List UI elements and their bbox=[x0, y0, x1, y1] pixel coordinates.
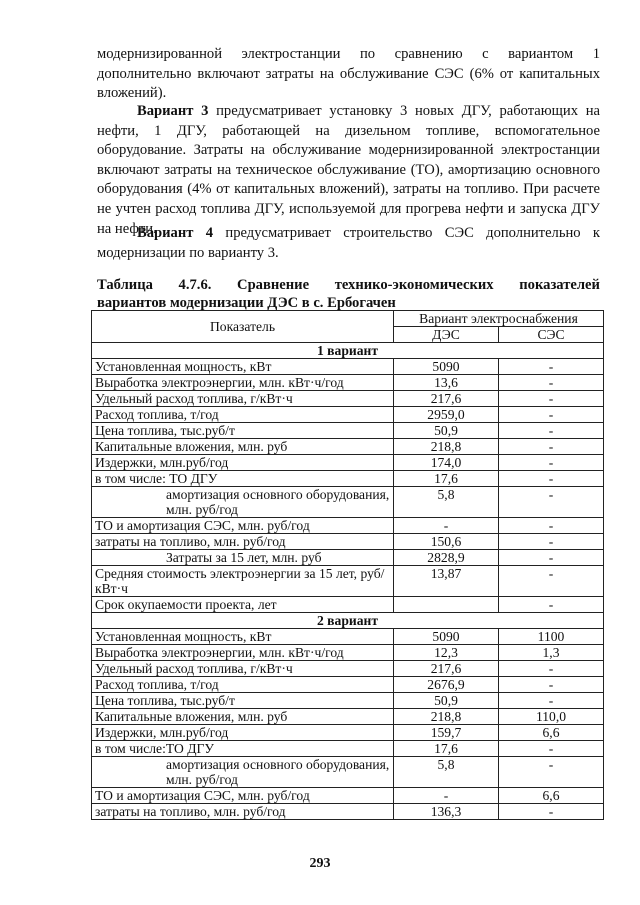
caption-word: Таблица bbox=[97, 277, 153, 293]
table-row bbox=[92, 423, 604, 439]
row-label: Цена топлива, тыс.руб/т bbox=[92, 423, 394, 439]
value-ses: 6,6 bbox=[499, 725, 604, 741]
value-ses: - bbox=[499, 471, 604, 487]
value-ses: - bbox=[499, 455, 604, 471]
value-ses: - bbox=[499, 439, 604, 455]
value-des bbox=[394, 597, 499, 613]
table-row bbox=[92, 375, 604, 391]
value-des: 17,6 bbox=[394, 741, 499, 757]
row-label: Цена топлива, тыс.руб/т bbox=[92, 693, 394, 709]
variant-3-label: Вариант 3 bbox=[137, 103, 209, 119]
table-row bbox=[92, 629, 604, 645]
row-label: затраты на топливо, млн. руб/год bbox=[92, 804, 394, 820]
table-row bbox=[92, 455, 604, 471]
row-label: Удельный расход топлива, г/кВт·ч bbox=[92, 391, 394, 407]
value-des: 2828,9 bbox=[394, 550, 499, 566]
paragraph-variant-4 bbox=[97, 224, 600, 263]
row-label: ТО и амортизация СЭС, млн. руб/год bbox=[92, 518, 394, 534]
header-supply-variant: Вариант электроснабжения bbox=[394, 311, 604, 327]
paragraph-continuation: модернизированной электростанции по сравнению с вариантом 1 дополнительно включают затраты на обслуживание СЭС (6% от капитальных вложений). bbox=[97, 46, 600, 102]
row-label: Издержки, млн.руб/год bbox=[92, 455, 394, 471]
value-des: 217,6 bbox=[394, 391, 499, 407]
variant-4-text: предусматривает строительство СЭС дополнительно к модернизации по варианту 3. bbox=[97, 225, 601, 261]
row-label: амортизация основного оборудования, млн. руб/год bbox=[92, 487, 394, 518]
table-row bbox=[92, 391, 604, 407]
row-label: Расход топлива, т/год bbox=[92, 677, 394, 693]
row-label: Издержки, млн.руб/год bbox=[92, 725, 394, 741]
value-des: 217,6 bbox=[394, 661, 499, 677]
value-ses: - bbox=[499, 407, 604, 423]
value-ses: - bbox=[499, 741, 604, 757]
caption-word: Сравнение bbox=[237, 277, 310, 293]
header-indicator: Показатель bbox=[92, 311, 394, 343]
value-ses: 1,3 bbox=[499, 645, 604, 661]
variant-3-text: предусматривает установку 3 новых ДГУ, работающих на нефти, 1 ДГУ, работающей на дизельном топливе, вспомогательное оборудование. Затраты на обслуживание модернизированной электростанции включают затраты на техническое обслуживание (ТО), амортизацию основного оборудования (4% от капитальных вложений), затраты на топливо. При расчете не учтен расход топлива ДГУ, используемой для прогрева нефти и запуска ДГУ на нефти. bbox=[97, 103, 600, 237]
table-row bbox=[92, 518, 604, 534]
section-label: 1 вариант bbox=[92, 343, 604, 359]
value-des: 5090 bbox=[394, 359, 499, 375]
table-body bbox=[92, 343, 604, 820]
table-row bbox=[92, 804, 604, 820]
value-ses: - bbox=[499, 534, 604, 550]
value-des: 2676,9 bbox=[394, 677, 499, 693]
table-row bbox=[92, 709, 604, 725]
value-ses: - bbox=[499, 693, 604, 709]
value-ses: 6,6 bbox=[499, 788, 604, 804]
caption-word: показателей bbox=[519, 277, 600, 293]
value-ses: - bbox=[499, 597, 604, 613]
table-row bbox=[92, 741, 604, 757]
value-ses: - bbox=[499, 518, 604, 534]
value-des: - bbox=[394, 518, 499, 534]
value-des: 5,8 bbox=[394, 487, 499, 518]
table-row bbox=[92, 661, 604, 677]
row-label: затраты на топливо, млн. руб/год bbox=[92, 534, 394, 550]
value-ses: - bbox=[499, 566, 604, 597]
value-des: 50,9 bbox=[394, 693, 499, 709]
value-des: 150,6 bbox=[394, 534, 499, 550]
value-ses: - bbox=[499, 757, 604, 788]
caption-line-2: вариантов модернизации ДЭС в с. Ербогачен bbox=[97, 295, 396, 311]
value-des: 12,3 bbox=[394, 645, 499, 661]
value-des: 5090 bbox=[394, 629, 499, 645]
row-label: Средняя стоимость электроэнергии за 15 лет, руб/кВт·ч bbox=[92, 566, 394, 597]
table-row bbox=[92, 597, 604, 613]
header-des: ДЭС bbox=[394, 327, 499, 343]
page-number: 293 bbox=[309, 856, 331, 871]
caption-word: 4.7.6. bbox=[178, 277, 212, 293]
value-des: 218,8 bbox=[394, 439, 499, 455]
table-row bbox=[92, 550, 604, 566]
comparison-table bbox=[91, 310, 604, 820]
table-caption bbox=[97, 276, 600, 312]
row-label: Выработка электроэнергии, млн. кВт·ч/год bbox=[92, 645, 394, 661]
value-ses: - bbox=[499, 391, 604, 407]
value-ses: 110,0 bbox=[499, 709, 604, 725]
value-des: 50,9 bbox=[394, 423, 499, 439]
table-row bbox=[92, 693, 604, 709]
row-label: Удельный расход топлива, г/кВт·ч bbox=[92, 661, 394, 677]
value-des: 136,3 bbox=[394, 804, 499, 820]
table-row bbox=[92, 359, 604, 375]
table-row bbox=[92, 725, 604, 741]
table-row bbox=[92, 471, 604, 487]
value-des: 5,8 bbox=[394, 757, 499, 788]
value-des: 17,6 bbox=[394, 471, 499, 487]
value-des: 13,6 bbox=[394, 375, 499, 391]
value-des: 13,87 bbox=[394, 566, 499, 597]
value-ses: - bbox=[499, 661, 604, 677]
value-des: 174,0 bbox=[394, 455, 499, 471]
header-ses: СЭС bbox=[499, 327, 604, 343]
value-des: 2959,0 bbox=[394, 407, 499, 423]
table-row bbox=[92, 487, 604, 518]
table-row bbox=[92, 757, 604, 788]
row-label: в том числе: ТО ДГУ bbox=[92, 471, 394, 487]
value-ses: 1100 bbox=[499, 629, 604, 645]
value-ses: - bbox=[499, 359, 604, 375]
row-label: Капитальные вложения, млн. руб bbox=[92, 709, 394, 725]
row-label: Расход топлива, т/год bbox=[92, 407, 394, 423]
value-des: 159,7 bbox=[394, 725, 499, 741]
section-row bbox=[92, 613, 604, 629]
section-row bbox=[92, 343, 604, 359]
table-row bbox=[92, 788, 604, 804]
table-row bbox=[92, 566, 604, 597]
row-label: Затраты за 15 лет, млн. руб bbox=[92, 550, 394, 566]
row-label: амортизация основного оборудования, млн. руб/год bbox=[92, 757, 394, 788]
row-label: Капитальные вложения, млн. руб bbox=[92, 439, 394, 455]
section-label: 2 вариант bbox=[92, 613, 604, 629]
row-label: ТО и амортизация СЭС, млн. руб/год bbox=[92, 788, 394, 804]
table-row bbox=[92, 534, 604, 550]
value-des: 218,8 bbox=[394, 709, 499, 725]
value-ses: - bbox=[499, 677, 604, 693]
table-row bbox=[92, 407, 604, 423]
table-row bbox=[92, 677, 604, 693]
row-label: Срок окупаемости проекта, лет bbox=[92, 597, 394, 613]
paragraph-variant-3 bbox=[97, 102, 600, 239]
variant-4-label: Вариант 4 bbox=[137, 225, 214, 241]
value-des: - bbox=[394, 788, 499, 804]
value-ses: - bbox=[499, 804, 604, 820]
row-label: Выработка электроэнергии, млн. кВт·ч/год bbox=[92, 375, 394, 391]
value-ses: - bbox=[499, 487, 604, 518]
value-ses: - bbox=[499, 375, 604, 391]
caption-word: технико-экономических bbox=[334, 277, 494, 293]
row-label: Установленная мощность, кВт bbox=[92, 629, 394, 645]
row-label: в том числе:ТО ДГУ bbox=[92, 741, 394, 757]
table-row bbox=[92, 645, 604, 661]
row-label: Установленная мощность, кВт bbox=[92, 359, 394, 375]
table-row bbox=[92, 439, 604, 455]
value-ses: - bbox=[499, 423, 604, 439]
value-ses: - bbox=[499, 550, 604, 566]
